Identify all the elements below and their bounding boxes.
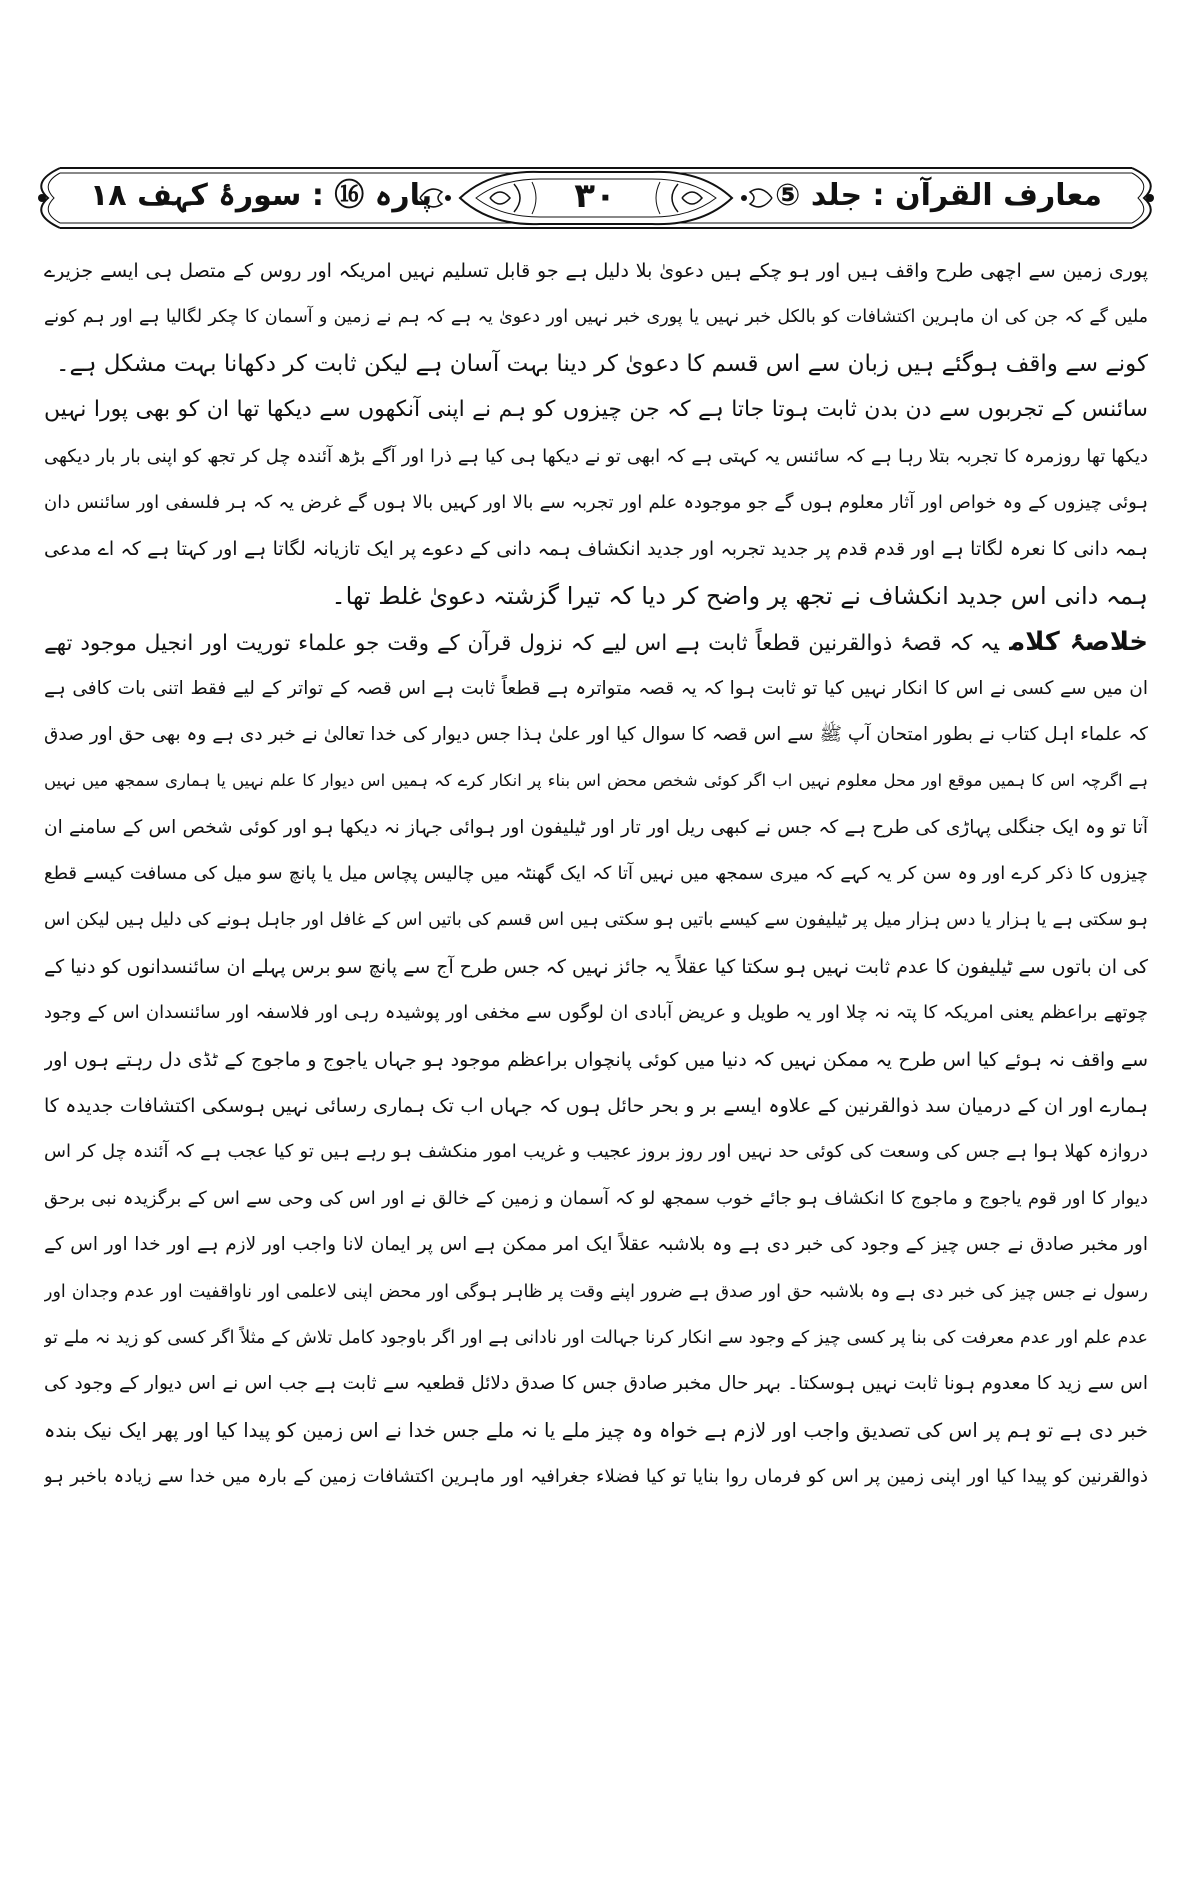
text-line: دیکھا تھا روزمرہ کا تجربہ بتلا رہا ہے کہ سائنس یہ کہتی ہے کہ ابھی تو نے دیکھا ہی کیا ہے ذرا اور آگے بڑھ آئندہ چل کر تجھ کو اپنی بار بار دیکھی bbox=[44, 445, 1148, 467]
text-line: ہمہ دانی کا نعرہ لگاتا ہے اور قدم قدم پر جدید تجربہ اور جدید انکشاف ہمہ دانی کے دعوے پر ایک تازیانہ لگاتا ہے اور کہتا ہے کہ اے مدعی bbox=[44, 538, 1148, 561]
section-label: پارہ ⑯ : سورۂ کہف ۱۸ bbox=[90, 178, 433, 213]
summary-section bbox=[44, 619, 1148, 1500]
paragraph-2 bbox=[44, 387, 1148, 619]
text-line: ہے اگرچہ اس کا ہمیں موقع اور محل معلوم نہیں اب اگر کوئی شخص محض اس بناء پر انکار کرے کہ ہمیں اس دیوار کا علم نہیں یا ہماری سمجھ میں نہیں bbox=[44, 771, 1148, 791]
text-line: سے واقف نہ ہوئے کیا اس طرح یہ ممکن نہیں کہ دنیا میں کوئی پانچواں براعظم موجود ہو جہاں یاجوج و ماجوج کے ٹڈی دل رہتے ہوں اور bbox=[44, 1048, 1148, 1071]
text-line: چیزوں کا ذکر کرے اور وہ سن کر یہ کہے کہ میری سمجھ میں نہیں آتا کہ ایک گھنٹہ میں چالیس پچاس میل یا پانچ سو میل کی مسافت کیسے قطع bbox=[44, 863, 1148, 885]
text-line: دروازہ کھلا ہوا ہے جس کی وسعت کی کوئی حد نہیں اور روز بروز عجیب و غریب امور منکشف ہو رہے ہیں تو کیا عجب ہے کہ آئندہ چل کر اس bbox=[44, 1141, 1148, 1163]
summary-heading: خلاصۂ کلام bbox=[1009, 627, 1148, 658]
text-line: ہو سکتی ہے یا ہزار یا دس ہزار میل پر ٹیلیفون سے کیسے باتیں ہو سکتی ہیں اس قسم کی باتیں اس کے غافل اور جاہل ہونے کی دلیل ہیں لیکن اس bbox=[44, 910, 1148, 931]
paragraph-1 bbox=[44, 248, 1148, 387]
page-number: ۳۰ bbox=[574, 176, 616, 216]
text-line: ہمہ دانی اس جدید انکشاف نے تجھ پر واضح کر دیا کہ تیرا گزشتہ دعویٰ غلط تھا۔ bbox=[331, 581, 1148, 610]
text-line: ہمارے اور ان کے درمیان سد ذوالقرنین کے علاوہ ایسے بر و بحر حائل ہوں کہ جہاں اب تک ہماری رسائی نہیں ہوسکی اکتشافات جدیدہ کا bbox=[44, 1095, 1148, 1118]
text-line: کونے سے واقف ہوگئے ہیں زبان سے اس قسم کا دعویٰ کر دینا بہت آسان ہے لیکن ثابت کر دکھانا بہت مشکل ہے۔ bbox=[56, 350, 1148, 377]
page-body bbox=[44, 248, 1148, 1501]
text-line: دیوار کا اور قوم یاجوج و ماجوج کا انکشاف ہو جائے خوب سمجھ لو کہ آسمان و زمین کے خالق نے اور اس کی وحی سے اس کے برگزیدہ نبی برحق bbox=[44, 1187, 1148, 1209]
text-line: اور مخبر صادق نے جس چیز کے وجود کی خبر دی ہے وہ بلاشبہ عقلاً ایک امر ممکن ہے اس پر ایمان لانا واجب اور لازم ہے اور خدا اور اس کے bbox=[44, 1234, 1148, 1256]
text-line: خبر دی ہے تو ہم پر اس کی تصدیق واجب اور لازم ہے خواہ وہ چیز ملے یا نہ ملے جس خدا نے اس زمین کو پیدا کیا اور پھر ایک نیک بندہ bbox=[44, 1418, 1148, 1442]
book-title: معارف القرآن : جلد ⑤ bbox=[775, 178, 1102, 213]
text-line: پوری زمین سے اچھی طرح واقف ہیں اور ہو چکے ہیں دعویٰ بلا دلیل ہے جو قابل تسلیم نہیں امریکہ اور روس کے متصل ہی ایسے جزیرے bbox=[44, 260, 1148, 282]
summary-first-line-text: یہ کہ قصۂ ذوالقرنین قطعاً ثابت ہے اس لیے کہ نزول قرآن کے وقت جو علماء توریت اور انجیل موجود تھے bbox=[44, 631, 1000, 657]
summary-first-line bbox=[44, 619, 1148, 665]
text-line: رسول نے جس چیز کی خبر دی ہے وہ بلاشبہ حق اور صدق ہے ضرور اپنے وقت پر ظاہر ہوگی اور محض اپنی لاعلمی اور ناواقفیت اور عدم وجدان اور bbox=[44, 1281, 1148, 1302]
text-line: چوتھے براعظم یعنی امریکہ کا پتہ نہ چلا اور یہ طویل و عریض آبادی ان لوگوں سے مخفی اور پوشیدہ رہی اور فلاسفہ اور سائنسدان اس کے وجود bbox=[44, 1002, 1148, 1024]
text-line: کہ علماء اہل کتاب نے بطور امتحان آپ ﷺ سے اس قصہ کا سوال کیا اور علیٰ ہذا جس دیوار کی خدا تعالیٰ نے خبر دی ہے وہ بھی حق اور صدق bbox=[44, 723, 1148, 745]
running-header bbox=[20, 162, 1172, 234]
text-line: اس سے زید کا معدوم ہونا ثابت نہیں ہوسکتا۔ بہر حال مخبر صادق جس کا صدق دلائل قطعیہ سے ثابت ہے جب اس نے اس دیوار کے وجود کی bbox=[44, 1373, 1148, 1395]
text-line: ان میں سے کسی نے اس کا انکار نہیں کیا تو ثابت ہوا کہ یہ قصہ متواترہ ہے قطعاً ثابت ہے اس قصہ کے تواتر کے لیے فقط اتنی بات کافی ہے bbox=[44, 677, 1148, 699]
text-line: کی ان باتوں سے ٹیلیفون کا عدم ثابت نہیں ہو سکتا کیا عقلاً یہ جائز نہیں کہ جس طرح آج سے پانچ سو برس پہلے ان سائنسدانوں کو دنیا کے bbox=[44, 955, 1148, 978]
text-line: ذوالقرنین کو پیدا کیا اور اپنی زمین پر اس کو فرماں روا بنایا تو کیا فضلاء جغرافیہ اور ماہرین اکتشافات زمین کے بارہ میں خدا سے زیادہ باخبر ہو bbox=[44, 1466, 1148, 1488]
text-line: عدم علم اور عدم معرفت کی بنا پر کسی چیز کے وجود سے انکار کرنا جہالت اور نادانی ہے اور اگر باوجود کامل تلاش کے مثلاً اگر کسی کو زید نہ ملے تو bbox=[44, 1327, 1148, 1348]
text-line: ہوئی چیزوں کے وہ خواص اور آثار معلوم ہوں گے جو موجودہ علم اور تجربہ سے بالا اور کہیں بالا ہوں گے غرض یہ کہ ہر فلسفی اور سائنس دان bbox=[44, 491, 1148, 513]
text-line: آتا تو وہ ایک جنگلی پہاڑی کی طرح ہے کہ جس نے کبھی ریل اور تار اور ٹیلیفون اور ہوائی جہاز نہ دیکھا ہو اور کوئی شخص اس کے سامنے ان bbox=[44, 816, 1148, 838]
text-line: سائنس کے تجربوں سے دن بدن ثابت ہوتا جاتا ہے کہ جن چیزوں کو ہم نے اپنی آنکھوں سے دیکھا تھا ان کو بھی پورا نہیں bbox=[44, 397, 1148, 423]
text-line: ملیں گے کہ جن کی ان ماہرین اکتشافات کو بالکل خبر نہیں یا پوری خبر نہیں اور دعویٰ یہ ہے کہ ہم نے زمین و آسمان کا چکر لگالیا ہے اور ہم کونے bbox=[44, 307, 1148, 328]
